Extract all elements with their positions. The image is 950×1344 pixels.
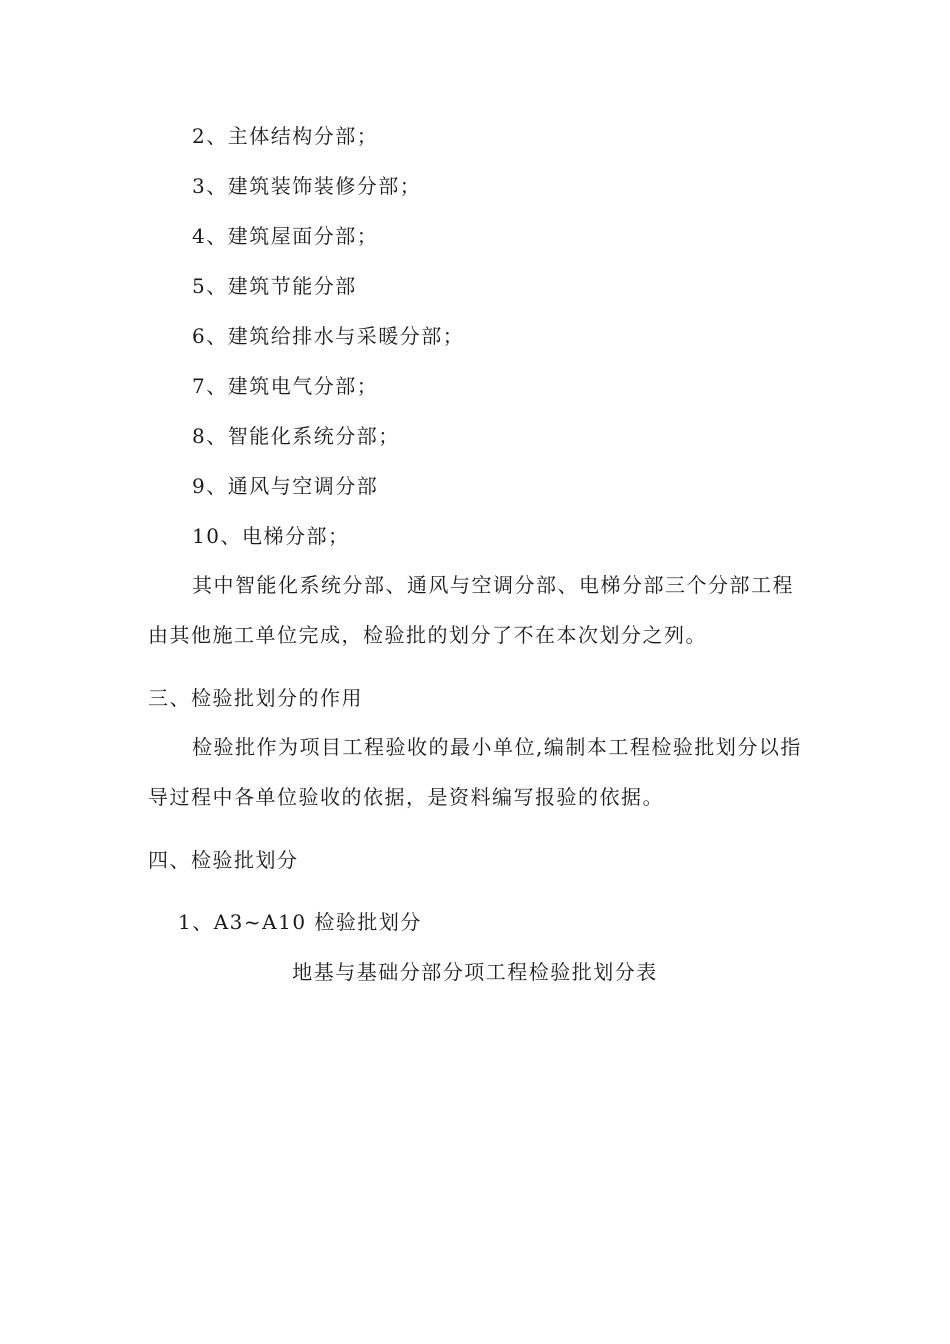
list-item: 4、建筑屋面分部；	[192, 224, 379, 248]
list-item: 3、建筑装饰装修分部；	[192, 174, 422, 198]
section-three-heading: 三、检验批划分的作用	[148, 686, 363, 710]
table-title: 地基与基础分部分项工程检验批划分表	[292, 960, 658, 984]
list-item: 2、主体结构分部；	[192, 124, 379, 148]
list-item: 9、通风与空调分部	[192, 474, 379, 498]
section-four-heading: 四、检验批划分	[148, 848, 299, 872]
list-item: 10、电梯分部；	[192, 524, 350, 548]
note-paragraph: 其中智能化系统分部、通风与空调分部、电梯分部三个分部工程由其他施工单位完成，检验批的划分了不在本次划分之列。	[148, 573, 794, 647]
list-item: 6、建筑给排水与采暖分部；	[192, 324, 465, 348]
section-three-paragraph: 检验批作为项目工程验收的最小单位,编制本工程检验批划分以指导过程中各单位验收的依据，是资料编写报验的依据。	[148, 735, 802, 809]
section-four-subheading: 1、A3~A10 检验批划分	[178, 910, 422, 934]
list-item: 7、建筑电气分部；	[192, 374, 379, 398]
list-item: 5、建筑节能分部	[192, 274, 357, 298]
list-item: 8、智能化系统分部；	[192, 424, 400, 448]
